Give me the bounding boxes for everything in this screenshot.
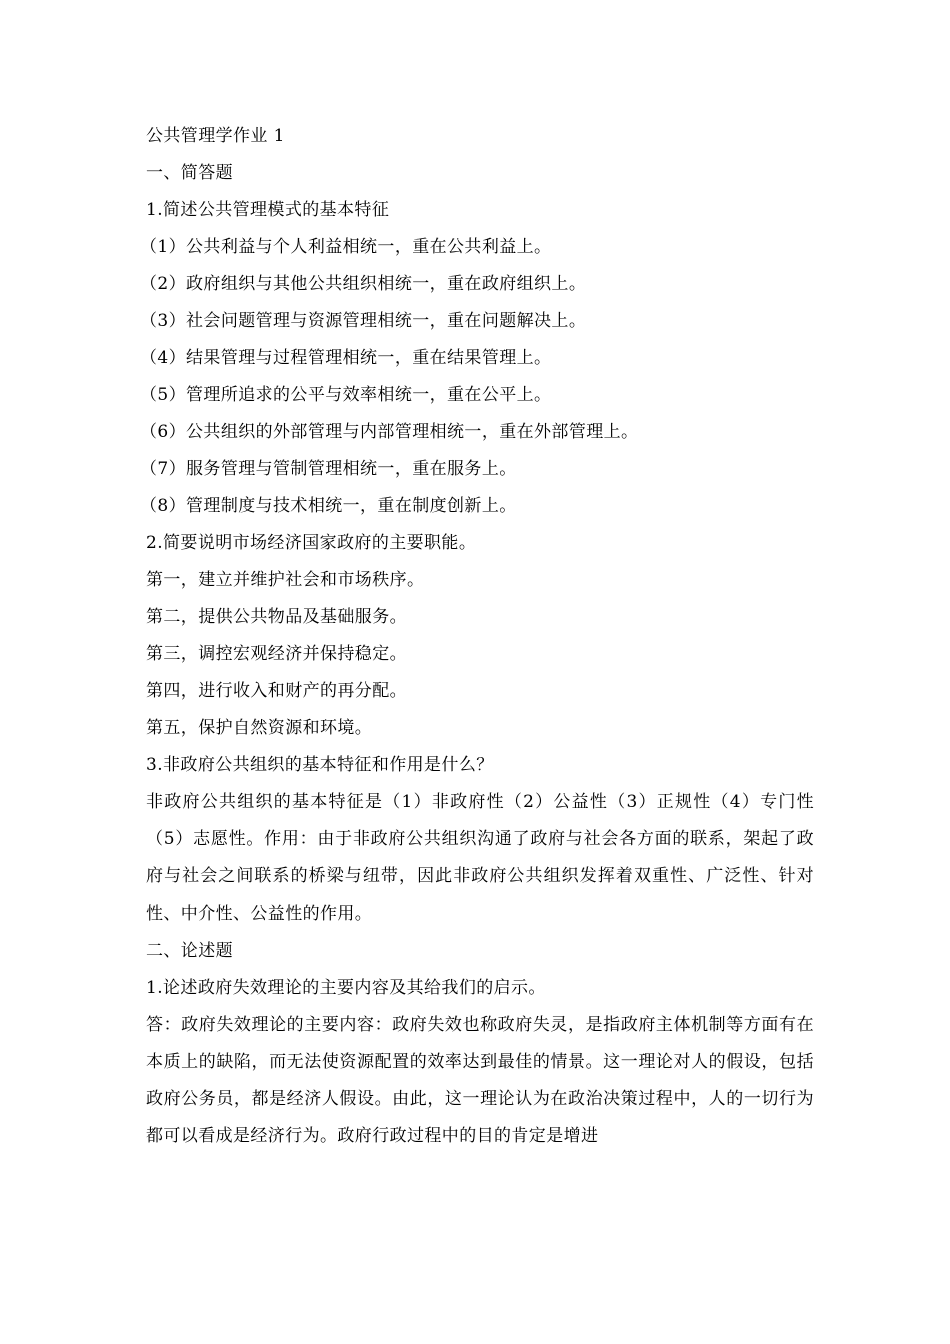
- essay-1-answer: 答：政府失效理论的主要内容：政府失效也称政府失灵，是指政府主体机制等方面有在本质上的缺陷，而无法使资源配置的效率达到最佳的情景。这一理论对人的假设，包括政府公务员，都是经济人假设。由此，这一理论认为在政治决策过程中，人的一切行为都可以看成是经济行为。政府行政过程中的目的肯定是增进: [146, 1014, 814, 1147]
- q1-item-8: （8）管理制度与技术相统一，重在制度创新上。: [140, 496, 517, 516]
- question-2: 2.简要说明市场经济国家政府的主要职能。: [146, 533, 477, 553]
- q1-item-7: （7）服务管理与管制管理相统一，重在服务上。: [140, 459, 517, 479]
- q1-item-4: （4）结果管理与过程管理相统一，重在结果管理上。: [140, 348, 552, 368]
- question-1: 1.简述公共管理模式的基本特征: [146, 200, 390, 220]
- q2-item-1: 第一，建立并维护社会和市场秩序。: [146, 570, 425, 590]
- section-heading-short-answer: 一、简答题: [146, 163, 233, 183]
- q2-item-5: 第五，保护自然资源和环境。: [146, 718, 373, 738]
- section-heading-essay: 二、论述题: [146, 940, 233, 961]
- q2-item-4: 第四，进行收入和财产的再分配。: [146, 681, 407, 701]
- essay-question-1: 1.论述政府失效理论的主要内容及其给我们的启示。: [146, 977, 546, 998]
- document-page: [140, 118, 814, 1156]
- q2-item-3: 第三，调控宏观经济并保持稳定。: [146, 644, 407, 664]
- q3-answer: 非政府公共组织的基本特征是（1）非政府性（2）公益性（3）正规性（4）专门性（5）志愿性。作用：由于非政府公共组织沟通了政府与社会各方面的联系，架起了政府与社会之间联系的桥梁与纽带，因此非政府公共组织发挥着双重性、广泛性、针对性、中介性、公益性的作用。: [146, 792, 814, 924]
- q2-item-2: 第二，提供公共物品及基础服务。: [146, 607, 407, 627]
- q1-item-2: （2）政府组织与其他公共组织相统一，重在政府组织上。: [140, 274, 587, 294]
- document-title: 公共管理学作业 1: [146, 126, 285, 146]
- q1-item-5: （5）管理所追求的公平与效率相统一，重在公平上。: [140, 385, 552, 405]
- question-3: 3.非政府公共组织的基本特征和作用是什么？: [146, 755, 494, 775]
- q1-item-3: （3）社会问题管理与资源管理相统一，重在问题解决上。: [140, 311, 587, 331]
- q1-item-6: （6）公共组织的外部管理与内部管理相统一，重在外部管理上。: [140, 422, 639, 442]
- q1-item-1: （1）公共利益与个人利益相统一，重在公共利益上。: [140, 237, 552, 257]
